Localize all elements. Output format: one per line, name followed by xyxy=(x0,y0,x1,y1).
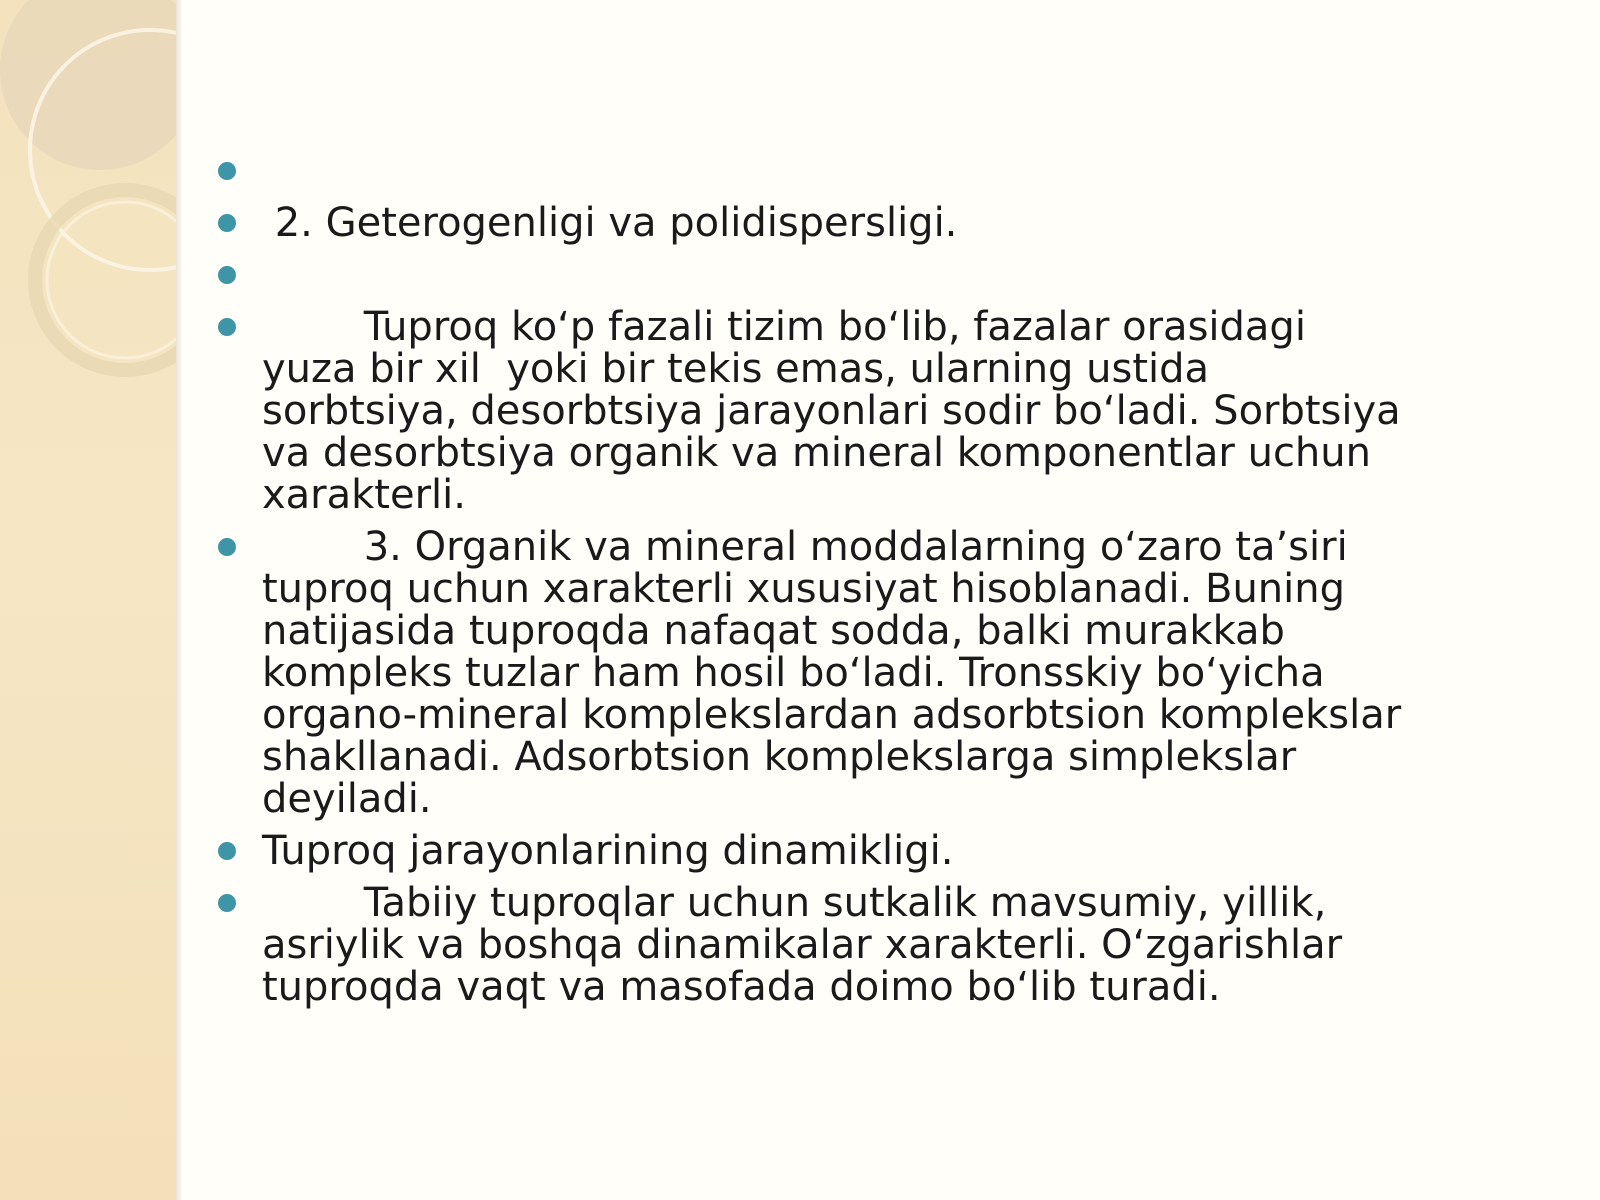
bullet-item-empty-1 xyxy=(212,150,1412,202)
decorative-side-panel xyxy=(0,0,176,1200)
bullet-dot-icon xyxy=(218,162,236,180)
bullet-item-paragraph-3 xyxy=(212,882,1412,1008)
panel-divider xyxy=(176,0,182,1200)
bullet-item-paragraph-1 xyxy=(212,306,1412,516)
decorative-rings xyxy=(0,0,176,1200)
bullet-dot-icon xyxy=(218,214,236,232)
bullet-text: Tuproq jarayonlarining dinamikligi. xyxy=(262,828,954,874)
bullet-item-empty-2 xyxy=(212,254,1412,306)
bullet-text: 2. Geterogenligi va polidispersligi. xyxy=(262,200,958,246)
slide-bullet-list xyxy=(212,150,1412,1008)
bullet-text: 3. Organik va mineral moddalarning o‘zaro ta’siri tuproq uchun xarakterli xususiyat hisoblanadi. Buning natijasida tuproqda nafaqat sodda, balki murakkab kompleks tuzlar ham hosil bo‘ladi. Tronsskiy bo‘yicha organo-mineral komplekslardan adsorbtsion komplekslar shakllanadi. Adsorbtsion komplekslarga simplekslar deyiladi. xyxy=(262,524,1414,822)
bullet-item-heading-2 xyxy=(212,202,1412,244)
bullet-text: Tuproq ko‘p fazali tizim bo‘lib, fazalar orasidagi yuza bir xil yoki bir tekis emas, ularning ustida sorbtsiya, desorbtsiya jarayonlari sodir bo‘ladi. Sorbtsiya va desorbtsiya organik va mineral komponentlar uchun xarakterli. xyxy=(262,304,1414,518)
bullet-dot-icon xyxy=(218,266,236,284)
bullet-text: Tabiiy tuproqlar uchun sutkalik mavsumiy, yillik, asriylik va boshqa dinamikalar xarakterli. O‘zgarishlar tuproqda vaqt va masofada doimo bo‘lib turadi. xyxy=(262,880,1355,1010)
bullet-dot-icon xyxy=(218,842,236,860)
bullet-dot-icon xyxy=(218,894,236,912)
bullet-item-paragraph-2 xyxy=(212,526,1412,820)
bullet-dot-icon xyxy=(218,318,236,336)
bullet-item-heading-dynamics xyxy=(212,830,1412,872)
bullet-dot-icon xyxy=(218,538,236,556)
